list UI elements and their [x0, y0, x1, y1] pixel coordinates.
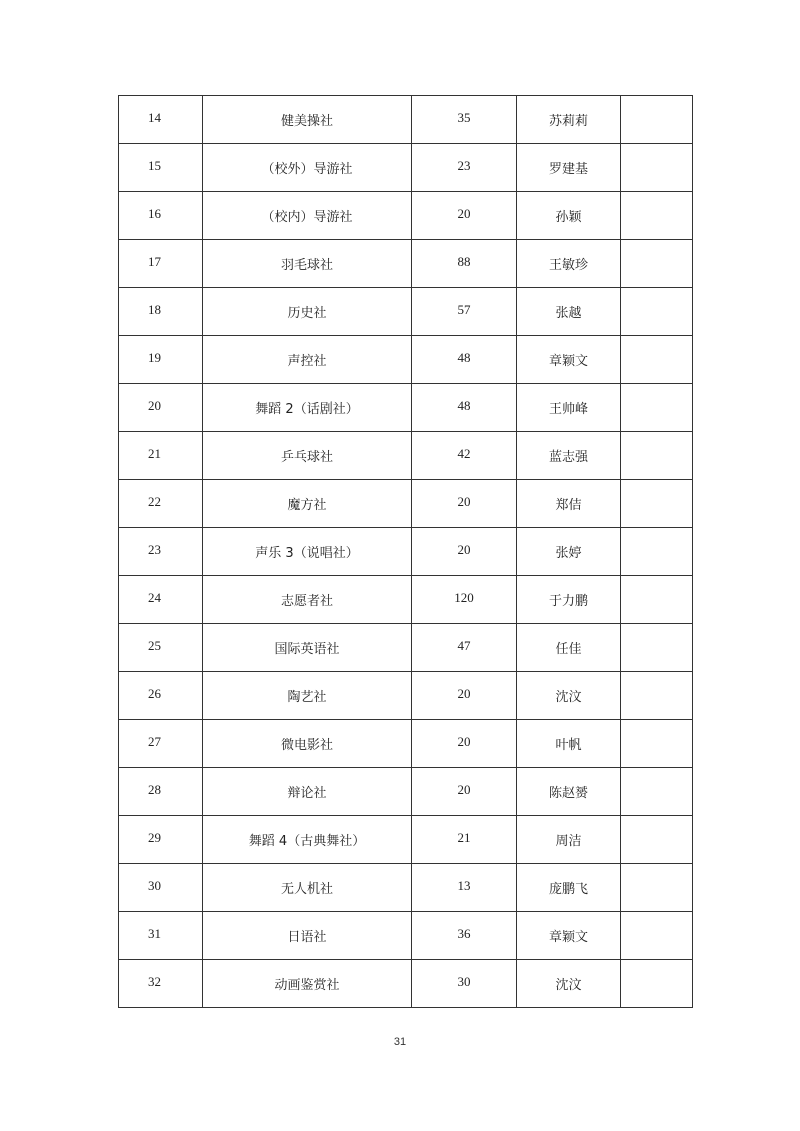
member-count-cell: 120	[412, 576, 517, 624]
table-row	[119, 864, 693, 912]
row-number-cell: 17	[119, 240, 203, 288]
club-name-cell: 舞蹈 4（古典舞社）	[203, 816, 412, 864]
row-number-cell: 23	[119, 528, 203, 576]
row-number-cell: 27	[119, 720, 203, 768]
teacher-cell: 任佳	[517, 624, 621, 672]
row-number-cell: 16	[119, 192, 203, 240]
table-row	[119, 672, 693, 720]
row-number-cell: 15	[119, 144, 203, 192]
member-count-cell: 20	[412, 480, 517, 528]
club-name-cell: 声控社	[203, 336, 412, 384]
row-number-cell: 29	[119, 816, 203, 864]
row-number-cell: 32	[119, 960, 203, 1008]
teacher-cell: 罗建基	[517, 144, 621, 192]
teacher-cell: 沈汶	[517, 960, 621, 1008]
remark-cell	[621, 864, 693, 912]
member-count-cell: 47	[412, 624, 517, 672]
club-name-cell: 历史社	[203, 288, 412, 336]
club-name-cell: 无人机社	[203, 864, 412, 912]
remark-cell	[621, 240, 693, 288]
table-row	[119, 624, 693, 672]
row-number-cell: 24	[119, 576, 203, 624]
table-row	[119, 96, 693, 144]
remark-cell	[621, 912, 693, 960]
remark-cell	[621, 624, 693, 672]
club-name-cell: 辩论社	[203, 768, 412, 816]
club-name-cell: 志愿者社	[203, 576, 412, 624]
club-table	[118, 95, 693, 1008]
teacher-cell: 郑佶	[517, 480, 621, 528]
row-number-cell: 30	[119, 864, 203, 912]
table-row	[119, 912, 693, 960]
teacher-cell: 章颖文	[517, 336, 621, 384]
member-count-cell: 42	[412, 432, 517, 480]
teacher-cell: 沈汶	[517, 672, 621, 720]
remark-cell	[621, 384, 693, 432]
table-row	[119, 816, 693, 864]
row-number-cell: 21	[119, 432, 203, 480]
table-row	[119, 336, 693, 384]
member-count-cell: 48	[412, 336, 517, 384]
table-row	[119, 432, 693, 480]
teacher-cell: 孙颖	[517, 192, 621, 240]
teacher-cell: 陈赵赟	[517, 768, 621, 816]
remark-cell	[621, 528, 693, 576]
member-count-cell: 20	[412, 192, 517, 240]
remark-cell	[621, 336, 693, 384]
remark-cell	[621, 288, 693, 336]
page-number: 31	[393, 1036, 407, 1048]
member-count-cell: 20	[412, 768, 517, 816]
row-number-cell: 26	[119, 672, 203, 720]
table-row	[119, 384, 693, 432]
club-name-cell: 魔方社	[203, 480, 412, 528]
teacher-cell: 王敏珍	[517, 240, 621, 288]
remark-cell	[621, 192, 693, 240]
teacher-cell: 章颖文	[517, 912, 621, 960]
row-number-cell: 14	[119, 96, 203, 144]
table-row	[119, 288, 693, 336]
club-name-cell: 动画鉴赏社	[203, 960, 412, 1008]
club-name-cell: 陶艺社	[203, 672, 412, 720]
table-row	[119, 960, 693, 1008]
remark-cell	[621, 960, 693, 1008]
row-number-cell: 31	[119, 912, 203, 960]
club-name-cell: 国际英语社	[203, 624, 412, 672]
teacher-cell: 王帅峰	[517, 384, 621, 432]
remark-cell	[621, 144, 693, 192]
remark-cell	[621, 576, 693, 624]
row-number-cell: 19	[119, 336, 203, 384]
member-count-cell: 30	[412, 960, 517, 1008]
remark-cell	[621, 816, 693, 864]
teacher-cell: 庞鹏飞	[517, 864, 621, 912]
teacher-cell: 张婷	[517, 528, 621, 576]
remark-cell	[621, 96, 693, 144]
club-name-cell: 舞蹈 2（话剧社）	[203, 384, 412, 432]
table-row	[119, 192, 693, 240]
club-table-body	[119, 96, 693, 1008]
table-row	[119, 768, 693, 816]
remark-cell	[621, 720, 693, 768]
table-row	[119, 528, 693, 576]
remark-cell	[621, 480, 693, 528]
club-name-cell: 微电影社	[203, 720, 412, 768]
member-count-cell: 57	[412, 288, 517, 336]
row-number-cell: 22	[119, 480, 203, 528]
row-number-cell: 25	[119, 624, 203, 672]
member-count-cell: 35	[412, 96, 517, 144]
club-name-cell: 声乐 3（说唱社）	[203, 528, 412, 576]
member-count-cell: 36	[412, 912, 517, 960]
member-count-cell: 88	[412, 240, 517, 288]
teacher-cell: 叶帆	[517, 720, 621, 768]
member-count-cell: 20	[412, 720, 517, 768]
club-name-cell: （校外）导游社	[203, 144, 412, 192]
table-row	[119, 240, 693, 288]
club-name-cell: 乒乓球社	[203, 432, 412, 480]
remark-cell	[621, 432, 693, 480]
row-number-cell: 20	[119, 384, 203, 432]
row-number-cell: 18	[119, 288, 203, 336]
table-row	[119, 480, 693, 528]
remark-cell	[621, 672, 693, 720]
member-count-cell: 20	[412, 672, 517, 720]
teacher-cell: 于力鹏	[517, 576, 621, 624]
row-number-cell: 28	[119, 768, 203, 816]
club-name-cell: 羽毛球社	[203, 240, 412, 288]
teacher-cell: 张越	[517, 288, 621, 336]
remark-cell	[621, 768, 693, 816]
member-count-cell: 13	[412, 864, 517, 912]
member-count-cell: 20	[412, 528, 517, 576]
club-name-cell: （校内）导游社	[203, 192, 412, 240]
table-row	[119, 720, 693, 768]
table-row	[119, 144, 693, 192]
member-count-cell: 48	[412, 384, 517, 432]
teacher-cell: 蓝志强	[517, 432, 621, 480]
teacher-cell: 周洁	[517, 816, 621, 864]
table-row	[119, 576, 693, 624]
member-count-cell: 23	[412, 144, 517, 192]
member-count-cell: 21	[412, 816, 517, 864]
club-name-cell: 健美操社	[203, 96, 412, 144]
teacher-cell: 苏莉莉	[517, 96, 621, 144]
club-name-cell: 日语社	[203, 912, 412, 960]
